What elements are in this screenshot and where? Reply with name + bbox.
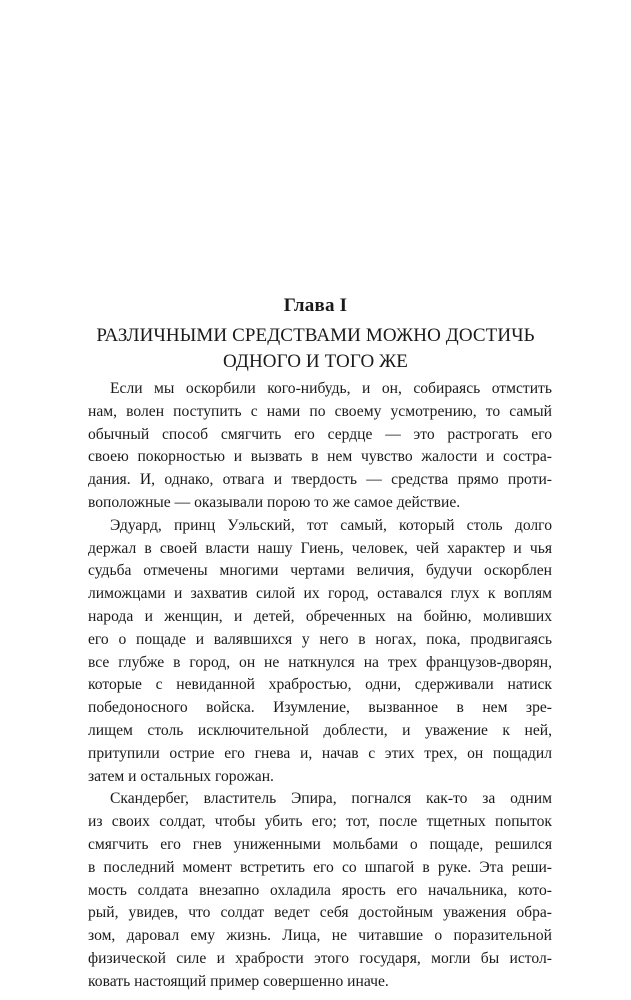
paragraph bbox=[88, 788, 552, 993]
text-line: Эдуард, принц Уэльский, тот самый, который столь долго bbox=[110, 516, 552, 534]
text-line: Скандербег, властитель Эпира, погнался как-то за одним bbox=[110, 790, 552, 808]
text-line: нам, волен поступить с нами по своему усмотрению, то самый bbox=[88, 402, 552, 420]
paragraph bbox=[88, 515, 552, 789]
text-line: его о пощаде и валявшихся у него в ногах, пока, продвигаясь bbox=[88, 630, 552, 648]
text-line: обычный способ смягчить его сердце — это растрогать его bbox=[88, 425, 552, 443]
text-line: Если мы оскорбили кого-нибудь, и он, собираясь отмстить bbox=[110, 380, 552, 397]
text-line: ковать настоящий пример совершенно иначе. bbox=[88, 972, 389, 990]
text-line: смягчить его гнев униженными мольбами о пощаде, решился bbox=[88, 835, 552, 853]
text-line: судьба отмечены многими чертами величия, будучи оскорблен bbox=[88, 562, 552, 580]
text-line: мость солдата внезапно охладила ярость его начальника, кото- bbox=[88, 881, 552, 899]
text-line: притупили острие его гнева и, начав с этих трех, он пощадил bbox=[88, 744, 552, 762]
text-line: которые с невиданной храбростью, одни, сдерживали натиск bbox=[88, 676, 552, 694]
text-line: воположные — оказывали порою то же самое действие. bbox=[88, 493, 461, 511]
body-text bbox=[88, 378, 552, 994]
text-line: народа и женщин, и детей, обреченных на бойню, моливших bbox=[88, 607, 552, 625]
text-line: зом, даровал ему жизнь. Лица, не читавшие о поразительной bbox=[88, 927, 552, 945]
text-line: рый, увидев, что солдат ведет себя достойным уважения обра- bbox=[88, 904, 552, 922]
chapter-title bbox=[0, 323, 631, 375]
text-line: все глубже в город, он не наткнулся на трех французов-дворян, bbox=[88, 653, 552, 671]
paragraph bbox=[88, 378, 552, 515]
text-line: затем и остальных горожан. bbox=[88, 767, 274, 785]
text-line: дания. И, однако, отвага и твердость — средства прямо проти- bbox=[88, 471, 552, 489]
text-line: своею покорностью и вызвать в нем чувство жалости и состра- bbox=[88, 448, 552, 466]
text-line: в последний момент встретить его со шпагой в руке. Эта реши- bbox=[88, 858, 552, 876]
text-line: лищем столь исключительной доблести, и уважение к ней, bbox=[88, 721, 552, 739]
chapter-title-line: РАЗЛИЧНЫМИ СРЕДСТВАМИ МОЖНО ДОСТИЧЬ bbox=[96, 325, 535, 346]
text-line: победоносного войска. Изумление, вызванное в нем зре- bbox=[88, 699, 552, 717]
text-line: лиможцами и захватив силой их город, оставался глух к воплям bbox=[88, 585, 552, 603]
text-line: из своих солдат, чтобы убить его; тот, после тщетных попыток bbox=[88, 813, 552, 831]
text-line: держал в своей власти нашу Гиень, человек, чей характер и чья bbox=[88, 539, 552, 557]
chapter-number: Глава I bbox=[283, 295, 348, 316]
chapter-title-line: ОДНОГО И ТОГО ЖЕ bbox=[223, 351, 408, 372]
text-line: физической силе и храбрости этого государя, могли бы истол- bbox=[88, 949, 552, 967]
